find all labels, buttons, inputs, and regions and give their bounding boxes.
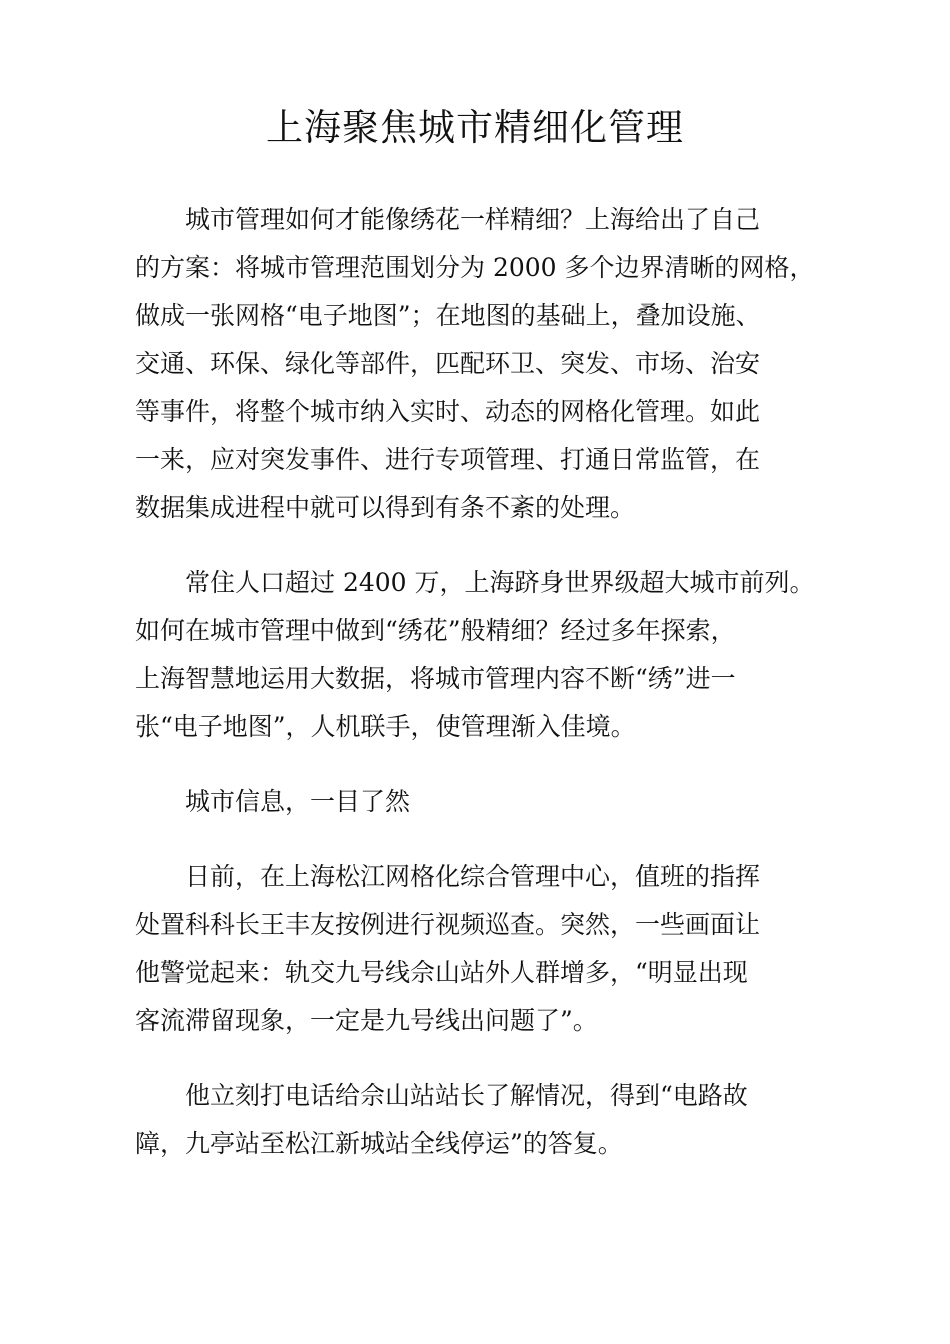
paragraph-line: 常住人口超过 2400 万，上海跻身世界级超大城市前列。 bbox=[185, 568, 815, 597]
paragraph-line: 如何在城市管理中做到“绣花”般精细？经过多年探索， bbox=[135, 616, 736, 645]
paragraph bbox=[135, 853, 815, 1045]
paragraph-line: 上海智慧地运用大数据，将城市管理内容不断“绣”进一 bbox=[135, 664, 736, 693]
document-body bbox=[135, 196, 815, 1195]
paragraph-line: 处置科科长王丰友按例进行视频巡查。突然，一些画面让 bbox=[135, 910, 761, 939]
paragraph-line: 城市管理如何才能像绣花一样精细？上海给出了自己 bbox=[185, 205, 761, 234]
document-title: 上海聚焦城市精细化管理 bbox=[266, 106, 684, 149]
paragraph-line: 的方案：将城市管理范围划分为 2000 多个边界清晰的网格， bbox=[135, 253, 815, 282]
paragraph-line: 数据集成进程中就可以得到有条不紊的处理。 bbox=[135, 493, 636, 522]
paragraph-line: 交通、环保、绿化等部件，匹配环卫、突发、市场、治安 bbox=[135, 349, 761, 378]
paragraph-line: 日前，在上海松江网格化综合管理中心，值班的指挥 bbox=[185, 862, 761, 891]
section-heading bbox=[135, 778, 815, 826]
paragraph-line: 障，九亭站至松江新城站全线停运”的答复。 bbox=[135, 1129, 623, 1158]
paragraph-line: 客流滞留现象，一定是九号线出问题了”。 bbox=[135, 1006, 598, 1035]
paragraph-line: 他立刻打电话给佘山站站长了解情况，得到“电路故 bbox=[185, 1081, 748, 1110]
paragraph-line: 做成一张网格“电子地图”；在地图的基础上，叠加设施、 bbox=[135, 301, 761, 330]
paragraph bbox=[135, 1072, 815, 1168]
paragraph bbox=[135, 559, 815, 751]
paragraph-line: 一来，应对突发事件、进行专项管理、打通日常监管，在 bbox=[135, 445, 761, 474]
section-heading-text: 城市信息，一目了然 bbox=[185, 787, 411, 816]
paragraph-line: 等事件，将整个城市纳入实时、动态的网格化管理。如此 bbox=[135, 397, 761, 426]
paragraph-line: 他警觉起来：轨交九号线佘山站外人群增多，“明显出现 bbox=[135, 958, 748, 987]
paragraph-line: 张“电子地图”，人机联手，使管理渐入佳境。 bbox=[135, 712, 636, 741]
paragraph bbox=[135, 196, 815, 532]
